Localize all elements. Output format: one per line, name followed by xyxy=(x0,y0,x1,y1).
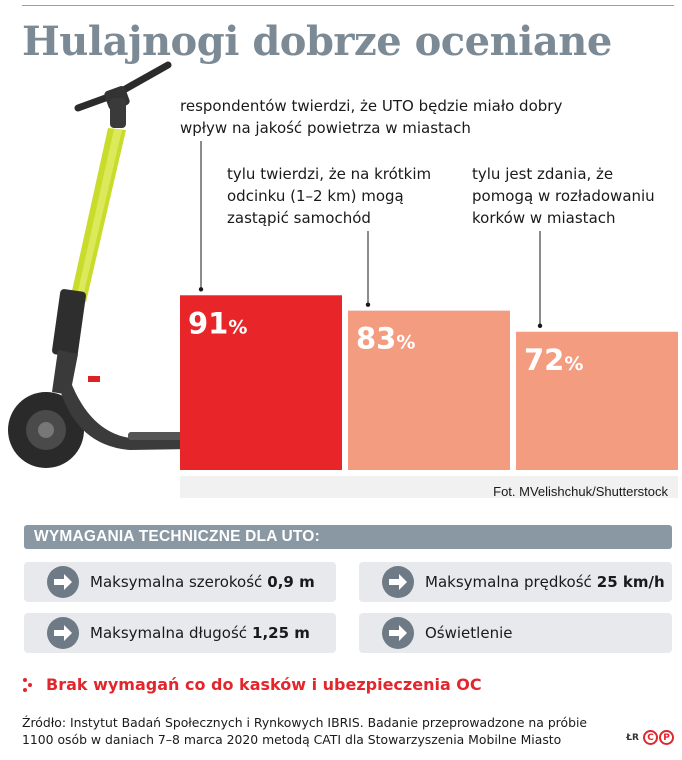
requirement-lighting xyxy=(359,613,672,653)
agency-mark-c: C xyxy=(643,730,658,745)
arrow-right-icon xyxy=(381,565,415,599)
photo-credit: Fot. MVelishchuk/Shutterstock xyxy=(493,484,668,499)
bar-value-1: 91% xyxy=(188,306,248,341)
requirement-label: Maksymalna długość xyxy=(90,624,248,642)
bar-label-2: tylu twierdzi, że na krótkim odcinku (1–2 km) mogą zastąpić samochód xyxy=(227,165,432,227)
source-note: Źródło: Instytut Badań Społecznych i Rynkowych IBRIS. Badanie przeprowadzone na próbie 1100 osób w daniach 7–8 marca 2020 metodą CATI dla Stowarzyszenia Mobilne Miasto xyxy=(22,715,588,747)
requirement-value: 25 km/h xyxy=(596,573,665,591)
requirements-header: WYMAGANIA TECHNICZNE DLA UTO: xyxy=(24,525,672,549)
warning-text: Brak wymagań co do kasków i ubezpieczenia OC xyxy=(46,675,482,694)
requirement-max-width xyxy=(24,562,336,602)
agency-logo xyxy=(626,730,674,745)
bar-label-3: tylu jest zdania, że pomogą w rozładowaniu korków w miastach xyxy=(472,165,655,227)
warning-dots-icon xyxy=(22,677,38,693)
bar-label-1: respondentów twierdzi, że UTO będzie miało dobry wpływ na jakość powietrza w miastach xyxy=(180,97,563,137)
page-title: Hulajnogi dobrze oceniane xyxy=(22,18,612,65)
requirement-value: 0,9 m xyxy=(267,573,315,591)
leader-dot-3 xyxy=(538,324,542,328)
author-initials: ŁR xyxy=(626,732,639,743)
requirement-label: Maksymalna szerokość xyxy=(90,573,263,591)
requirement-max-length xyxy=(24,613,336,653)
warning-note xyxy=(22,675,482,694)
agency-mark-p: P xyxy=(659,730,674,745)
requirement-value: 1,25 m xyxy=(252,624,310,642)
bar-value-3: 72% xyxy=(524,342,584,377)
requirement-max-speed xyxy=(359,562,672,602)
arrow-right-icon xyxy=(381,616,415,650)
leader-dot-1 xyxy=(199,287,203,291)
requirement-label: Maksymalna prędkość xyxy=(425,573,592,591)
arrow-right-icon xyxy=(46,616,80,650)
leader-dot-2 xyxy=(366,302,370,306)
bar-value-2: 83% xyxy=(356,321,416,356)
requirement-label: Oświetlenie xyxy=(425,624,513,642)
arrow-right-icon xyxy=(46,565,80,599)
